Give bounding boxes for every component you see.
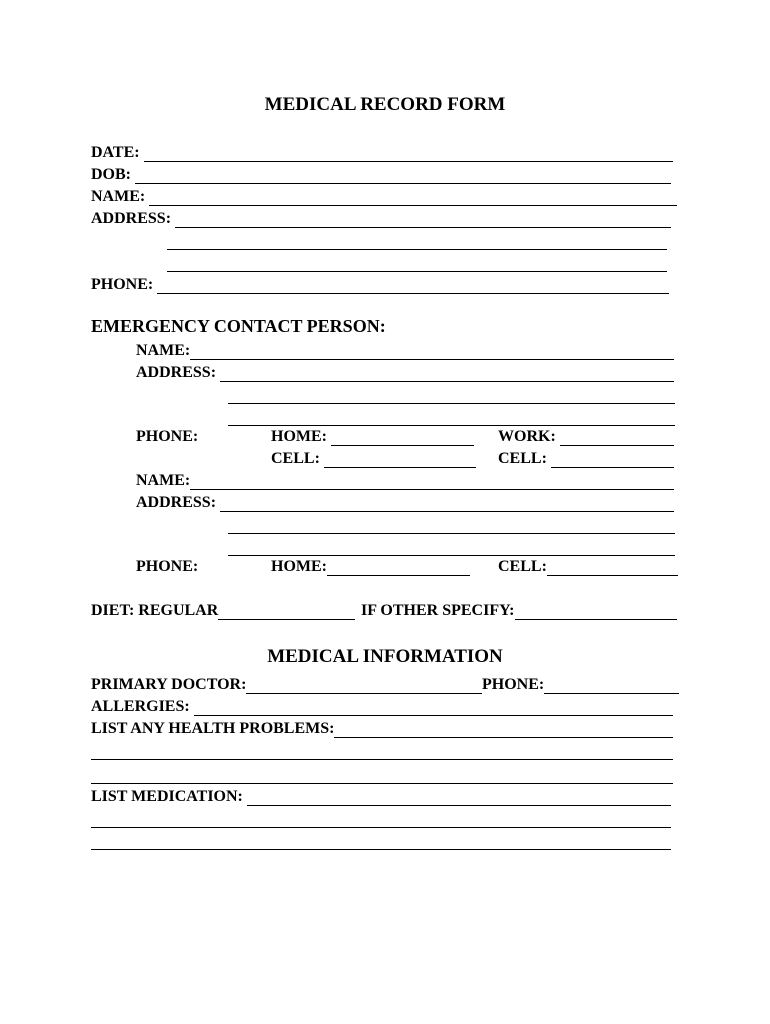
health-problems-field-3[interactable] (91, 768, 673, 784)
diet-other-label: IF OTHER SPECIFY: (361, 602, 515, 619)
emergency-home-field-1[interactable] (331, 430, 474, 446)
emergency-address-continuation (228, 512, 675, 534)
emergency-cell-field-3[interactable] (547, 560, 678, 576)
emergency-name-row-2 (136, 468, 674, 490)
emergency-address-field-5[interactable] (228, 518, 675, 534)
emergency-home-field-2[interactable] (327, 560, 470, 576)
address-field-line-3[interactable] (167, 256, 667, 272)
diet-regular-label: DIET: REGULAR (91, 602, 219, 619)
name-label: NAME: (91, 188, 146, 205)
health-problems-continuation (91, 762, 673, 784)
emergency-phone-label: PHONE: (136, 558, 199, 575)
diet-regular-field[interactable] (218, 604, 355, 620)
diet-regular-row (91, 598, 355, 620)
form-title: MEDICAL RECORD FORM (264, 94, 506, 115)
diet-other-row (361, 598, 677, 620)
emergency-address-field-1[interactable] (220, 366, 674, 382)
emergency-phone-label-row (136, 424, 202, 446)
doctor-phone-row (482, 672, 679, 694)
health-problems-continuation (91, 738, 673, 760)
phone-row (91, 272, 669, 294)
home-label: HOME: (271, 558, 327, 575)
dob-row (91, 162, 671, 184)
phone-field[interactable] (157, 278, 669, 294)
emergency-address-row-1 (136, 360, 674, 382)
emergency-address-label: ADDRESS: (136, 364, 217, 381)
primary-doctor-label: PRIMARY DOCTOR: (91, 676, 247, 693)
emergency-address-continuation (228, 382, 675, 404)
emergency-work-row (498, 424, 674, 446)
emergency-name-label: NAME: (136, 472, 191, 489)
emergency-address-continuation (228, 404, 675, 426)
emergency-cell-row-1 (271, 446, 476, 468)
phone-label: PHONE: (91, 276, 154, 293)
emergency-work-field[interactable] (560, 430, 674, 446)
primary-doctor-field[interactable] (246, 678, 482, 694)
emergency-name-label: NAME: (136, 342, 191, 359)
medical-information-heading: MEDICAL INFORMATION (267, 646, 503, 667)
emergency-cell-field-2[interactable] (551, 452, 674, 468)
emergency-contact-heading: EMERGENCY CONTACT PERSON: (91, 316, 386, 336)
medication-field-3[interactable] (91, 834, 671, 850)
name-field[interactable] (149, 190, 677, 206)
address-continuation-row (167, 250, 667, 272)
emergency-address-field-2[interactable] (228, 388, 675, 404)
doctor-phone-field[interactable] (544, 678, 679, 694)
emergency-phone-label: PHONE: (136, 428, 199, 445)
address-field-line-2[interactable] (167, 234, 667, 250)
dob-field[interactable] (135, 168, 671, 184)
medication-continuation (91, 806, 671, 828)
address-field-line-1[interactable] (175, 212, 671, 228)
emergency-name-field-2[interactable] (190, 474, 674, 490)
health-problems-label: LIST ANY HEALTH PROBLEMS: (91, 720, 335, 737)
address-row (91, 206, 671, 228)
date-label: DATE: (91, 144, 140, 161)
allergies-field[interactable] (194, 700, 673, 716)
emergency-cell-row-2 (498, 446, 674, 468)
medication-label: LIST MEDICATION: (91, 788, 243, 805)
cell-label: CELL: (498, 450, 547, 467)
emergency-home-row-2 (271, 554, 470, 576)
emergency-phone-label-row-2 (136, 554, 202, 576)
emergency-home-row-1 (271, 424, 474, 446)
dob-label: DOB: (91, 166, 131, 183)
doctor-phone-label: PHONE: (482, 676, 545, 693)
emergency-address-row-2 (136, 490, 674, 512)
name-row (91, 184, 677, 206)
emergency-address-continuation (228, 534, 675, 556)
date-field[interactable] (144, 146, 673, 162)
emergency-cell-row-3 (498, 554, 678, 576)
date-row (91, 140, 673, 162)
health-problems-field-2[interactable] (91, 744, 673, 760)
medication-row (91, 784, 671, 806)
address-continuation-row (167, 228, 667, 250)
health-problems-row (91, 716, 673, 738)
health-problems-field-1[interactable] (334, 722, 673, 738)
medication-field-2[interactable] (91, 812, 671, 828)
medication-field-1[interactable] (247, 790, 671, 806)
diet-other-field[interactable] (515, 604, 677, 620)
cell-label: CELL: (498, 558, 547, 575)
emergency-name-row-1 (136, 338, 674, 360)
address-label: ADDRESS: (91, 210, 172, 227)
allergies-row (91, 694, 673, 716)
home-label: HOME: (271, 428, 327, 445)
medication-continuation (91, 828, 671, 850)
work-label: WORK: (498, 428, 556, 445)
emergency-address-label: ADDRESS: (136, 494, 217, 511)
cell-label: CELL: (271, 450, 320, 467)
emergency-name-field-1[interactable] (190, 344, 674, 360)
primary-doctor-row (91, 672, 482, 694)
emergency-address-field-4[interactable] (220, 496, 674, 512)
emergency-cell-field-1[interactable] (324, 452, 476, 468)
allergies-label: ALLERGIES: (91, 698, 190, 715)
